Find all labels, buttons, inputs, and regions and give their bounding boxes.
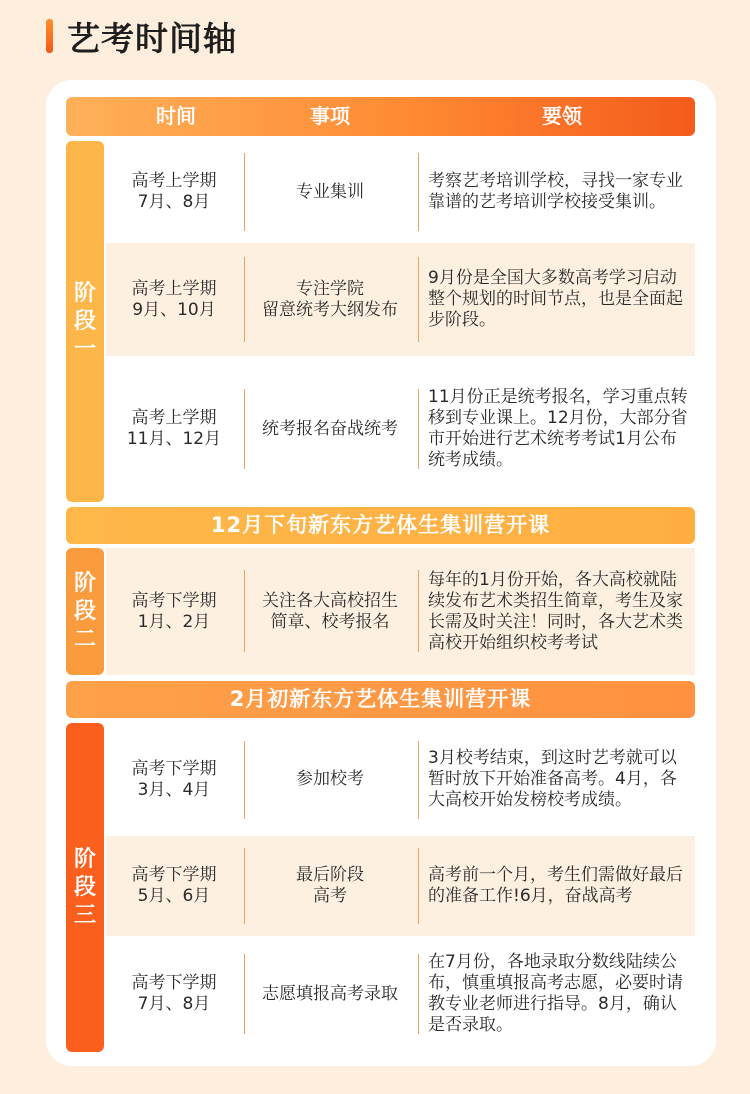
- title-accent-bar: [46, 19, 53, 53]
- row-time: 高考下学期 7月、8月: [131, 973, 217, 1014]
- stage-label-2: 阶 段 二: [66, 548, 104, 675]
- page-title: [46, 14, 237, 58]
- row-time: 高考上学期 9月、10月: [131, 278, 217, 320]
- row-time: 高考下学期 1月、2月: [131, 590, 217, 632]
- table-row: [106, 141, 695, 243]
- row-item: 关注各大高校招生 简章、校考报名: [262, 590, 398, 632]
- stage-label-1: 阶 段 一: [66, 141, 104, 502]
- header-time: 时间: [156, 104, 196, 128]
- table-row: [106, 356, 695, 502]
- row-item: 参加校考: [296, 769, 364, 789]
- header-item: 事项: [310, 104, 350, 128]
- row-note: 9月份是全国大多数高考学习启动整个规划的时间节点，也是全面起步阶段。: [428, 268, 683, 330]
- row-note: 高考前一个月，考生们需做好最后的准备工作!6月，奋战高考: [428, 865, 683, 906]
- row-note: 在7月份，各地录取分数线陆续公布，慎重填报高考志愿，必要时请教专业老师进行指导。8月，确认是否录取。: [428, 952, 683, 1035]
- camp-banner-february: 2月初新东方艺体生集训营开课: [66, 681, 695, 718]
- row-item: 专业集训: [296, 181, 364, 202]
- table-row: [106, 548, 695, 675]
- row-item: 统考报名奋战统考: [262, 418, 398, 439]
- row-note: 每年的1月份开始，各大高校就陆续发布艺术类招生简章，考生及家长需及时关注！同时，各大艺术类高校开始组织校考考试: [428, 569, 683, 653]
- row-note: 11月份正是统考报名，学习重点转移到专业课上。12月份，大部分省市开始进行艺术统考考试1月公布统考成绩。: [428, 387, 688, 470]
- row-time: 高考上学期 11月、12月: [126, 408, 222, 449]
- row-item: 志愿填报高考录取: [262, 983, 398, 1004]
- table-row: [106, 836, 695, 936]
- header-notes: 要领: [542, 104, 582, 128]
- row-note: 3月校考结束，到这时艺考就可以暂时放下开始准备高考。4月，各大高校开始发榜校考成绩。: [428, 748, 677, 810]
- table-row: [106, 723, 695, 836]
- stage-label-3: 阶 段 三: [66, 723, 104, 1052]
- camp-banner-december: 12月下旬新东方艺体生集训营开课: [66, 507, 695, 544]
- row-item: 最后阶段 高考: [296, 865, 364, 906]
- row-note: 考察艺考培训学校，寻找一家专业靠谱的艺考培训学校接受集训。: [428, 171, 683, 212]
- row-time: 高考上学期 7月、8月: [131, 171, 217, 212]
- row-time: 高考下学期 5月、6月: [131, 865, 217, 906]
- page-title-text: 艺考时间轴: [67, 18, 237, 58]
- table-row: [106, 243, 695, 356]
- table-header: [66, 97, 695, 136]
- table-row: [106, 936, 695, 1052]
- row-time: 高考下学期 3月、4月: [131, 758, 217, 800]
- row-item: 专注学院 留意统考大纲发布: [262, 278, 398, 320]
